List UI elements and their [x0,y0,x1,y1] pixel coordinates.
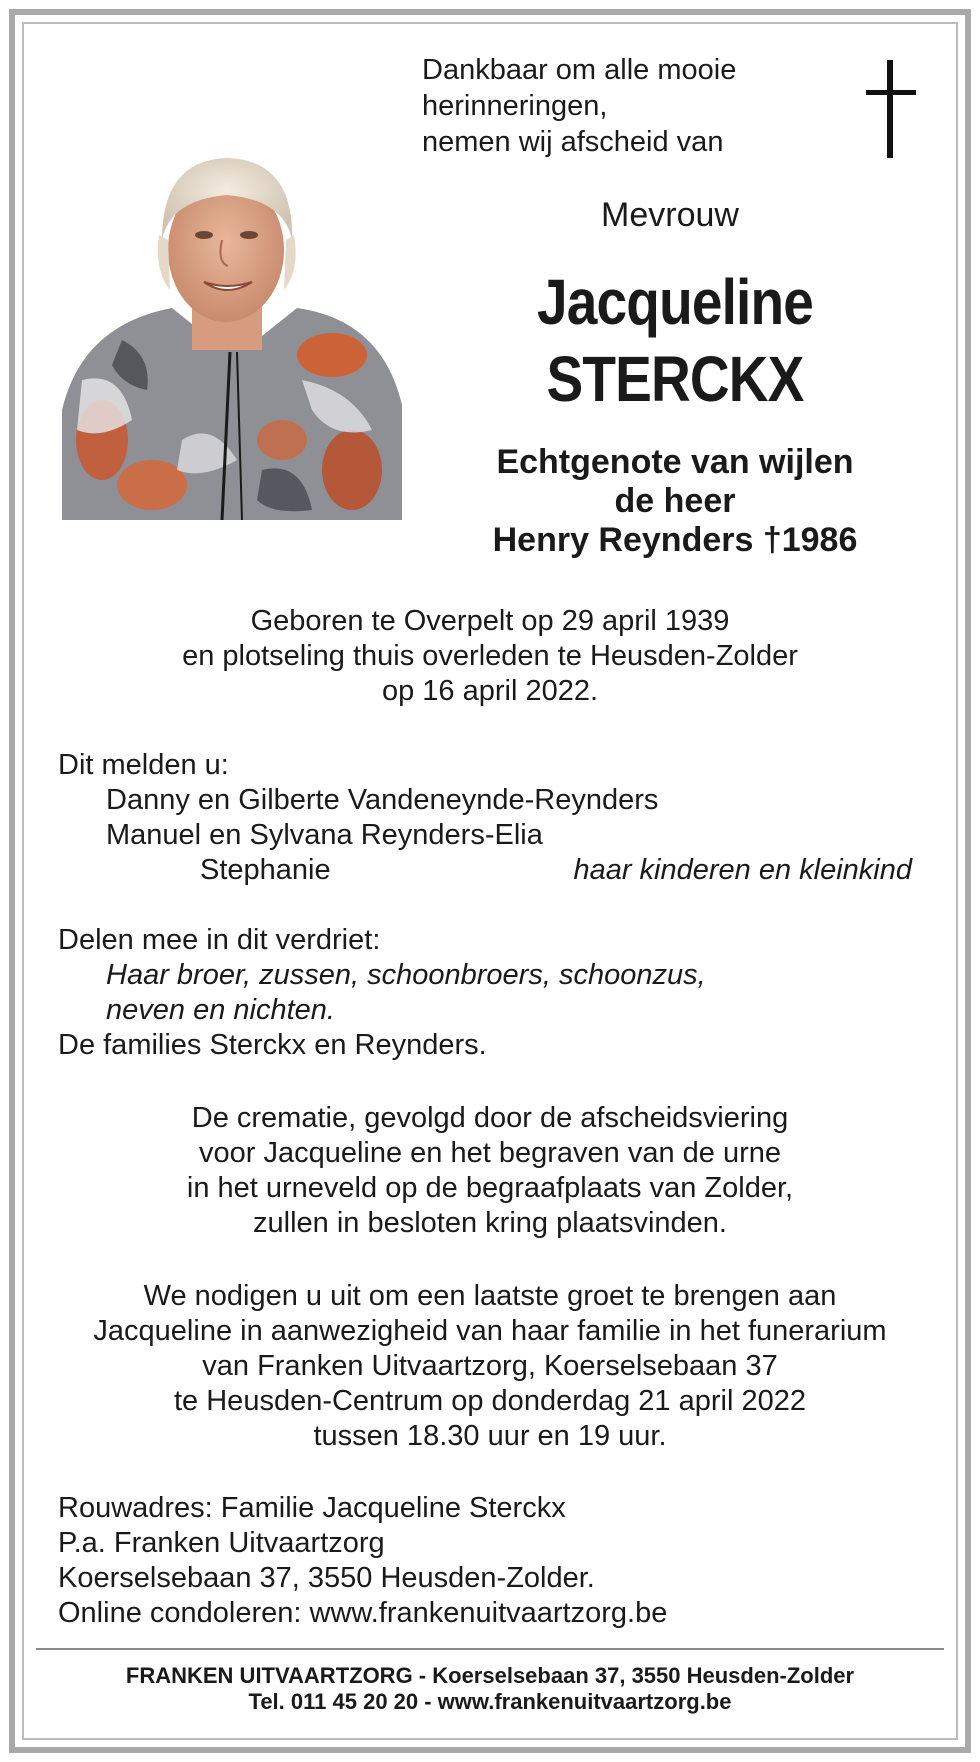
invite-line: tussen 18.30 uur en 19 uur. [313,1420,667,1452]
cremation-line: De crematie, gevolgd door de afscheidsviering [191,1102,789,1134]
relation-label: haar kinderen en kleinkind [573,854,912,886]
spouse-line: Henry Reynders †1986 [492,521,858,559]
share-line: Haar broer, zussen, schoonbroers, schoonzus, [106,959,706,991]
intro-line: nemen wij afscheid van [422,126,724,158]
announcement [58,748,938,888]
intro-text [422,52,736,160]
cremation-line: in het urneveld op de begraafplaats van Zolder, [186,1172,794,1204]
address-line: Rouwadres: Familie Jacqueline Sterckx [58,1492,566,1524]
cremation-line: zullen in besloten kring plaatsvinden. [253,1207,727,1239]
footer-divider [36,1648,944,1650]
spouse-info [440,443,910,560]
invite-line: Jacqueline in aanwezigheid van haar familie in het funerarium [93,1315,887,1347]
portrait-photo [62,140,402,520]
honorific: Mevrouw [601,196,739,234]
birth-line: op 16 april 2022. [381,675,599,707]
grandchild-row [58,853,938,888]
child-line: Manuel en Sylvana Reynders-Elia [106,819,543,851]
spouse-line: Echtgenote van wijlen [496,443,854,481]
invite-line: te Heusden-Centrum op donderdag 21 april 2022 [174,1385,806,1417]
invite-line: We nodigen u uit om een laatste groet te brengen aan [143,1280,837,1312]
invitation [40,1279,940,1454]
child-line: Danny en Gilberte Vandeneynde-Reynders [106,784,659,816]
footer-line: FRANKEN UITVAARTZORG - Koerselsebaan 37, 3550 Heusden-Zolder [125,1663,855,1688]
mourning-address [58,1491,938,1631]
share-line: De families Sterckx en Reynders. [58,1029,487,1061]
condolence-link[interactable]: Online condoleren: www.frankenuitvaartzorg.be [58,1597,668,1629]
birth-info [40,604,940,709]
invite-line: van Franken Uitvaartzorg, Koerselsebaan 37 [202,1350,778,1382]
grandchild-name: Stephanie [200,854,331,886]
share-heading: Delen mee in dit verdriet: [58,924,381,956]
funeral-home-footer [40,1663,940,1715]
intro-line: herinneringen, [422,90,608,122]
first-name: Jacqueline [537,266,813,338]
share-line: neven en nichten. [106,994,335,1026]
birth-line: en plotseling thuis overleden te Heusden-Zolder [182,640,798,672]
intro-line: Dankbaar om alle mooie [422,54,737,86]
share-grief [58,923,938,1063]
footer-line: Tel. 011 45 20 20 - www.frankenuitvaartzorg.be [248,1689,732,1714]
cross-icon [862,60,922,160]
cremation-info [40,1101,940,1241]
birth-line: Geboren te Overpelt op 29 april 1939 [250,605,730,637]
announce-heading: Dit melden u: [58,749,229,781]
address-line: Koerselsebaan 37, 3550 Heusden-Zolder. [58,1562,595,1594]
cremation-line: voor Jacqueline en het begraven van de urne [198,1137,782,1169]
last-name: STERCKX [546,343,804,415]
address-line: P.a. Franken Uitvaartzorg [58,1527,385,1559]
spouse-line: de heer [614,482,736,520]
